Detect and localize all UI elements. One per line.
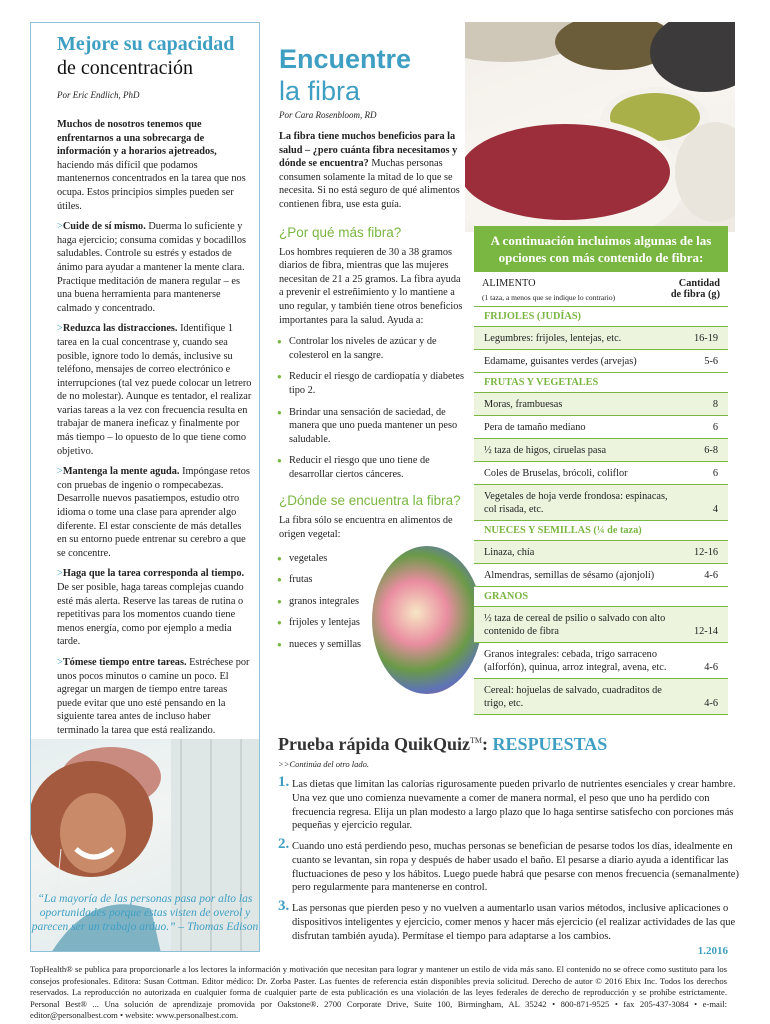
footer-disclaimer: TopHealth® se publica para proporcionarle a los lectores la información y motivación que necesitan para lograr y mantener un estilo de vida más sano. El contenido no se ofrece como sustituto para los consejos profesionales. Editora: Susan Cottman. Editor médico: Dr. Zorba Paster. Las fuentes de referencia están disponibles previa solicitud. Derecho de autor © 2016 Ebix Inc. Todos los derechos reservados. La reproducción no autorizada en cualquier forma de cualquier parte de esta publicación es una violación de las leyes federales de derecho de reproducción y se prohíbe estrictamente. Personal Best® ... Una solución de aprendizaje promovida por Oakstone®. 2700 Corporate Drive, Suite 100, Birmingham, AL 35242 • 800-871-9525 • fax 205-437-3084 • e-mail: editor@personalbest.com • website: www.personalbest.com.	[30, 964, 727, 1020]
quiz-tm: TM	[470, 736, 483, 745]
col-food-header: ALIMENTO	[482, 278, 536, 289]
why-fiber-text: Los hombres requieren de 30 a 38 gramos diarios de fibra, mientras que las mujeres necesitan de 21 a 25 gramos. La fibra ayuda a prevenir el estreñimiento y lo mantiene a uno regular, y también tiene otros beneficios importantes para la salud. Ayuda a:	[279, 246, 463, 326]
fiber-cell: 12-16	[693, 547, 718, 558]
source-item: ● nueces y semillas	[279, 638, 364, 652]
source-item: ● vegetales	[279, 552, 364, 566]
tip-4-text: De ser posible, haga tareas complejas cuando esté más alerta. Reserve las tareas de rutina o repetitivas para los momentos cuando tiene menos energía, como por ejemplo a media tarde.	[57, 582, 244, 648]
source-item: ● granos integrales	[279, 595, 364, 609]
benefit-item: ● Brindar una sensación de saciedad, de manera que uno pueda mantener un peso saludable.	[279, 406, 464, 447]
table-row	[474, 485, 728, 521]
table-row	[474, 541, 728, 564]
col-fiber-header-2: de fibra (g)	[670, 289, 720, 300]
fiber-byline: Por Cara Rosenbloom, RD	[279, 110, 377, 120]
concentration-title-line2: de concentración	[57, 57, 194, 79]
food-cell: Granos integrales: cebada, trigo sarraceno (alforfón), quinua, arroz integral, avena, etc.	[484, 649, 667, 673]
answer-1-number: 1.	[278, 774, 290, 790]
beans-bowls-photo	[465, 22, 735, 232]
answer-1-text: Las dietas que limitan las calorías rigurosamente pueden privarlo de nutrientes esenciales y crear hambre. Una vez que uno comienza nuevamente a comer de manera normal, el peso que uno ha perdido con frecuencia regresa. Elija un plan modesto a largo plazo que lo haga sentirse satisfecho con porciones más pequeñas y ejercicio regular.	[292, 779, 736, 832]
tip-2: >Reduzca las distracciones. Identifique 1 tarea en la cual concentrase y, cuando sea posible, ignore todo lo demás, inclusive su teléfono, mensajes de correo electrónico e interrupciones (tal vez puede colocar un letrero de no molestar). Aunque es tentador, el realizar varias tareas a la vez con frecuencia resulta en trabajar de manera ineficaz y finalmente por más tiempo – lo opuesto de lo que tiene como objetivo.	[57, 323, 252, 457]
food-cell: Edamame, guisantes verdes (arvejas)	[484, 356, 637, 367]
where-fiber-text: La fibra sólo se encuentra en alimentos de origen vegetal:	[279, 515, 453, 541]
tip-2-head: Reduzca las distracciones.	[62, 323, 178, 335]
col-fiber-header-1: Cantidad	[678, 278, 720, 289]
salad-bowl-photo	[372, 546, 482, 694]
fiber-table	[474, 226, 728, 715]
concentration-intro-bold: Muchos de nosotros tenemos que enfrentarnos a una sobrecarga de información y a horarios ajetreados,	[57, 119, 217, 158]
table-row	[474, 350, 728, 373]
fiber-title-line1: Encuentre	[279, 44, 412, 74]
fiber-cell: 4-6	[704, 662, 718, 673]
table-row	[474, 327, 728, 350]
tip-1-text: Duerma lo suficiente y haga ejercicio; consuma comidas y bocadillos saludables. Controle su estrés y estados de ánimo para ayudar a mantener la mente clara. Practique meditación de manera regular – es una buena herramienta para mantenerse calmado y concentrado.	[57, 221, 246, 314]
table-row	[474, 607, 728, 643]
fiber-cell: 4-6	[704, 698, 718, 709]
table-row	[474, 416, 728, 439]
fiber-cell: 4-6	[704, 570, 718, 581]
tip-3: >Mantenga la mente aguda. Impóngase retos con pruebas de ingenio o rompecabezas. Desarrolle nuevos pasatiempos, estudio otro idioma o tome una clase para aprender algo diferente. El estar consciente de más detalles en su entorno puede entrenar su cerebro a que se concentre.	[57, 466, 250, 559]
where-fiber-heading: ¿Dónde se encuentra la fibra?	[279, 493, 461, 509]
benefit-item: ● Controlar los niveles de azúcar y de colesterol en la sangre.	[279, 335, 464, 362]
tip-5-text: Estréchese por unos pocos minutos o camine un poco. El agregar un margen de tiempo entre tareas puede evitar que uno esté pensando en la siguiente tarea antes de incluso haber terminado la tarea que está realizando.	[57, 656, 250, 736]
fiber-cell: 16-19	[693, 333, 718, 344]
food-cell: Moras, frambuesas	[484, 399, 563, 410]
tip-4: >Haga que la tarea corresponda al tiempo. De ser posible, haga tareas complejas cuando esté más alerta. Reserve las tareas de rutina o repetitivas para los momentos cuando tiene menos energía, como por ejemplo a media tarde.	[57, 568, 245, 648]
table-section-header: NUECES Y SEMILLAS (¼ de taza)	[474, 521, 728, 541]
fiber-title-la: la	[279, 76, 308, 106]
food-cell: Coles de Bruselas, brócoli, coliflor	[484, 468, 628, 479]
fiber-title-fibra: fibra	[307, 76, 361, 106]
food-cell: ½ taza de higos, ciruelas pasa	[484, 445, 607, 456]
tip-3-head: Mantenga la mente aguda.	[62, 466, 180, 478]
tip-2-text: Identifique 1 tarea en la cual concentrase y, cuando sea posible, ignore todo lo demás, inclusive su teléfono, mensajes de correo electrónico e interrupciones (tal vez puede colocar un letrero de no molestar). Aunque es tentador, el realizar varias tareas a la vez con frecuencia resulta en trabajar de manera ineficaz y finalmente por más tiempo – lo opuesto de lo que tiene como objetivo.	[57, 323, 252, 457]
food-cell: Legumbres: frijoles, lentejas, etc.	[484, 333, 622, 344]
answer-1	[278, 774, 742, 833]
fiber-cell: 4	[712, 504, 718, 515]
tip-1: >Cuide de sí mismo. Duerma lo suficiente y haga ejercicio; consuma comidas y bocadillos saludables. Controle su estrés y estados de ánimo para ayudar a mantener la mente clara. Practique meditación de manera regular – es una buena herramienta para mantenerse calmado y concentrado.	[57, 221, 246, 314]
quiz-title-main: Prueba rápida QuikQuiz	[278, 734, 471, 754]
answer-3	[278, 898, 742, 943]
fiber-cell: 12-14	[693, 626, 718, 637]
fiber-table-body	[474, 307, 728, 715]
fiber-intro-bold: La fibra tiene muchos beneficios para la salud – ¿pero cuánta fibra necesitamos y dónde se encuentra?	[279, 131, 458, 170]
food-cell: Pera de tamaño mediano	[484, 422, 586, 433]
issue-date: 1.2016	[697, 945, 728, 957]
concentration-intro-rest: haciendo más difícil que podamos mantenernos concentrados en la tarea que nos ocupa. Estos principios simples pueden ser útiles.	[57, 159, 246, 212]
fiber-intro-rest: Muchas personas consumen solamente la mitad de lo que se necesita. Si no está seguro de qué alimentos contienen fibra, use esta guía.	[279, 158, 460, 210]
answer-2-text: Cuando uno está perdiendo peso, muchas personas se benefician de pesarse todos los días, idealmente en cuanto se levantan, sin ropa y después de haber usado el baño. El pesarse a diario ayuda a identificar las fluctuaciones de peso y los hábitos. Luego puede habrá que pesarse con menos frecuencia (semanalmente) pero regularmente para mantenerse en control.	[292, 841, 739, 894]
why-fiber-heading: ¿Por qué más fibra?	[279, 224, 402, 240]
quiz-title	[278, 734, 607, 755]
food-cell: Vegetales de hoja verde frondosa: espinacas, col risada, etc.	[484, 491, 668, 515]
table-section-header: FRUTAS Y VEGETALES	[474, 373, 728, 393]
answer-2	[278, 836, 742, 895]
tip-5: >Tómese tiempo entre tareas. Estréchese por unos pocos minutos o camine un poco. El agregar un margen de tiempo entre tareas puede evitar que uno esté pensando en la siguiente tarea antes de incluso haber terminado la tarea que está realizando.	[57, 656, 250, 736]
table-row	[474, 564, 728, 587]
source-item: ● frijoles y lentejas	[279, 616, 364, 630]
source-item: ● frutas	[279, 573, 364, 587]
quiz-title-colon: :	[482, 734, 493, 754]
fiber-cell: 5-6	[704, 356, 718, 367]
answer-3-number: 3.	[278, 898, 290, 914]
benefit-item: ● Reducir el riesgo de cardiopatía y diabetes tipo 2.	[279, 370, 464, 397]
edison-quote: “La mayoría de las personas pasa por alto las oportunidades porque éstas visten de overol y parecen ser un trabajo arduo.” – Thomas Edison	[31, 893, 259, 933]
food-cell: Cereal: hojuelas de salvado, cuadraditos de trigo, etc.	[484, 685, 662, 709]
tip-1-head: Cuide de sí mismo.	[62, 221, 146, 233]
table-section-header: FRIJOLES (JUDÍAS)	[474, 307, 728, 327]
quiz-continued: >>Continúa del otro lado.	[278, 759, 369, 769]
benefit-item: ● Reducir el riesgo que uno tiene de desarrollar ciertos cánceres.	[279, 454, 464, 481]
fiber-cell: 6-8	[704, 445, 718, 456]
food-cell: ½ taza de cereal de psilio o salvado con alto contenido de fibra	[484, 613, 666, 637]
fiber-cell: 6	[712, 468, 718, 479]
fiber-table-header-row	[474, 272, 728, 307]
quiz-title-answers: RESPUESTAS	[492, 734, 608, 754]
fiber-table-heading: A continuación incluimos algunas de las opciones con más contenido de fibra:	[474, 226, 728, 272]
concentration-title-line1: Mejore su capacidad	[57, 33, 235, 55]
table-row	[474, 462, 728, 485]
table-row	[474, 393, 728, 416]
concentration-intro	[57, 118, 252, 213]
food-cell: Linaza, chía	[484, 547, 535, 558]
table-section-header: GRANOS	[474, 587, 728, 607]
table-row	[474, 643, 728, 679]
table-row	[474, 439, 728, 462]
col-food-note: (1 taza, a menos que se indique lo contrario)	[482, 293, 616, 302]
fiber-intro	[279, 130, 464, 212]
tip-4-head: Haga que la tarea corresponda al tiempo.	[62, 568, 245, 580]
food-cell: Almendras, semillas de sésamo (ajonjolí)	[484, 570, 655, 581]
fiber-title-line2	[279, 76, 360, 107]
tip-3-text: Impóngase retos con pruebas de ingenio o rompecabezas. Desarrolle nuevos pasatiempos, estudio otro idioma o tome una clase para aprender algo diferente. El estar consciente de más detalles en su entorno puede entrenar su cerebro a que se concentre.	[57, 466, 250, 559]
table-row	[474, 679, 728, 715]
fiber-cell: 8	[712, 399, 718, 410]
answer-3-text: Las personas que pierden peso y no vuelven a aumentarlo usan varios métodos, inclusive aplicaciones o dispositivos inteligentes y ejercicio, comer menos y hacer más ejercicio (el realizar actividades de las que disfrutan también ayuda). Permítase el tiempo para adaptarse a los cambios.	[292, 903, 736, 942]
tip-5-head: Tómese tiempo entre tareas.	[62, 656, 187, 668]
answer-2-number: 2.	[278, 836, 290, 852]
concentration-article-box	[30, 22, 260, 952]
concentration-byline: Por Eric Endlich, PhD	[57, 90, 140, 100]
concentration-article	[57, 33, 252, 745]
fiber-cell: 6	[712, 422, 718, 433]
